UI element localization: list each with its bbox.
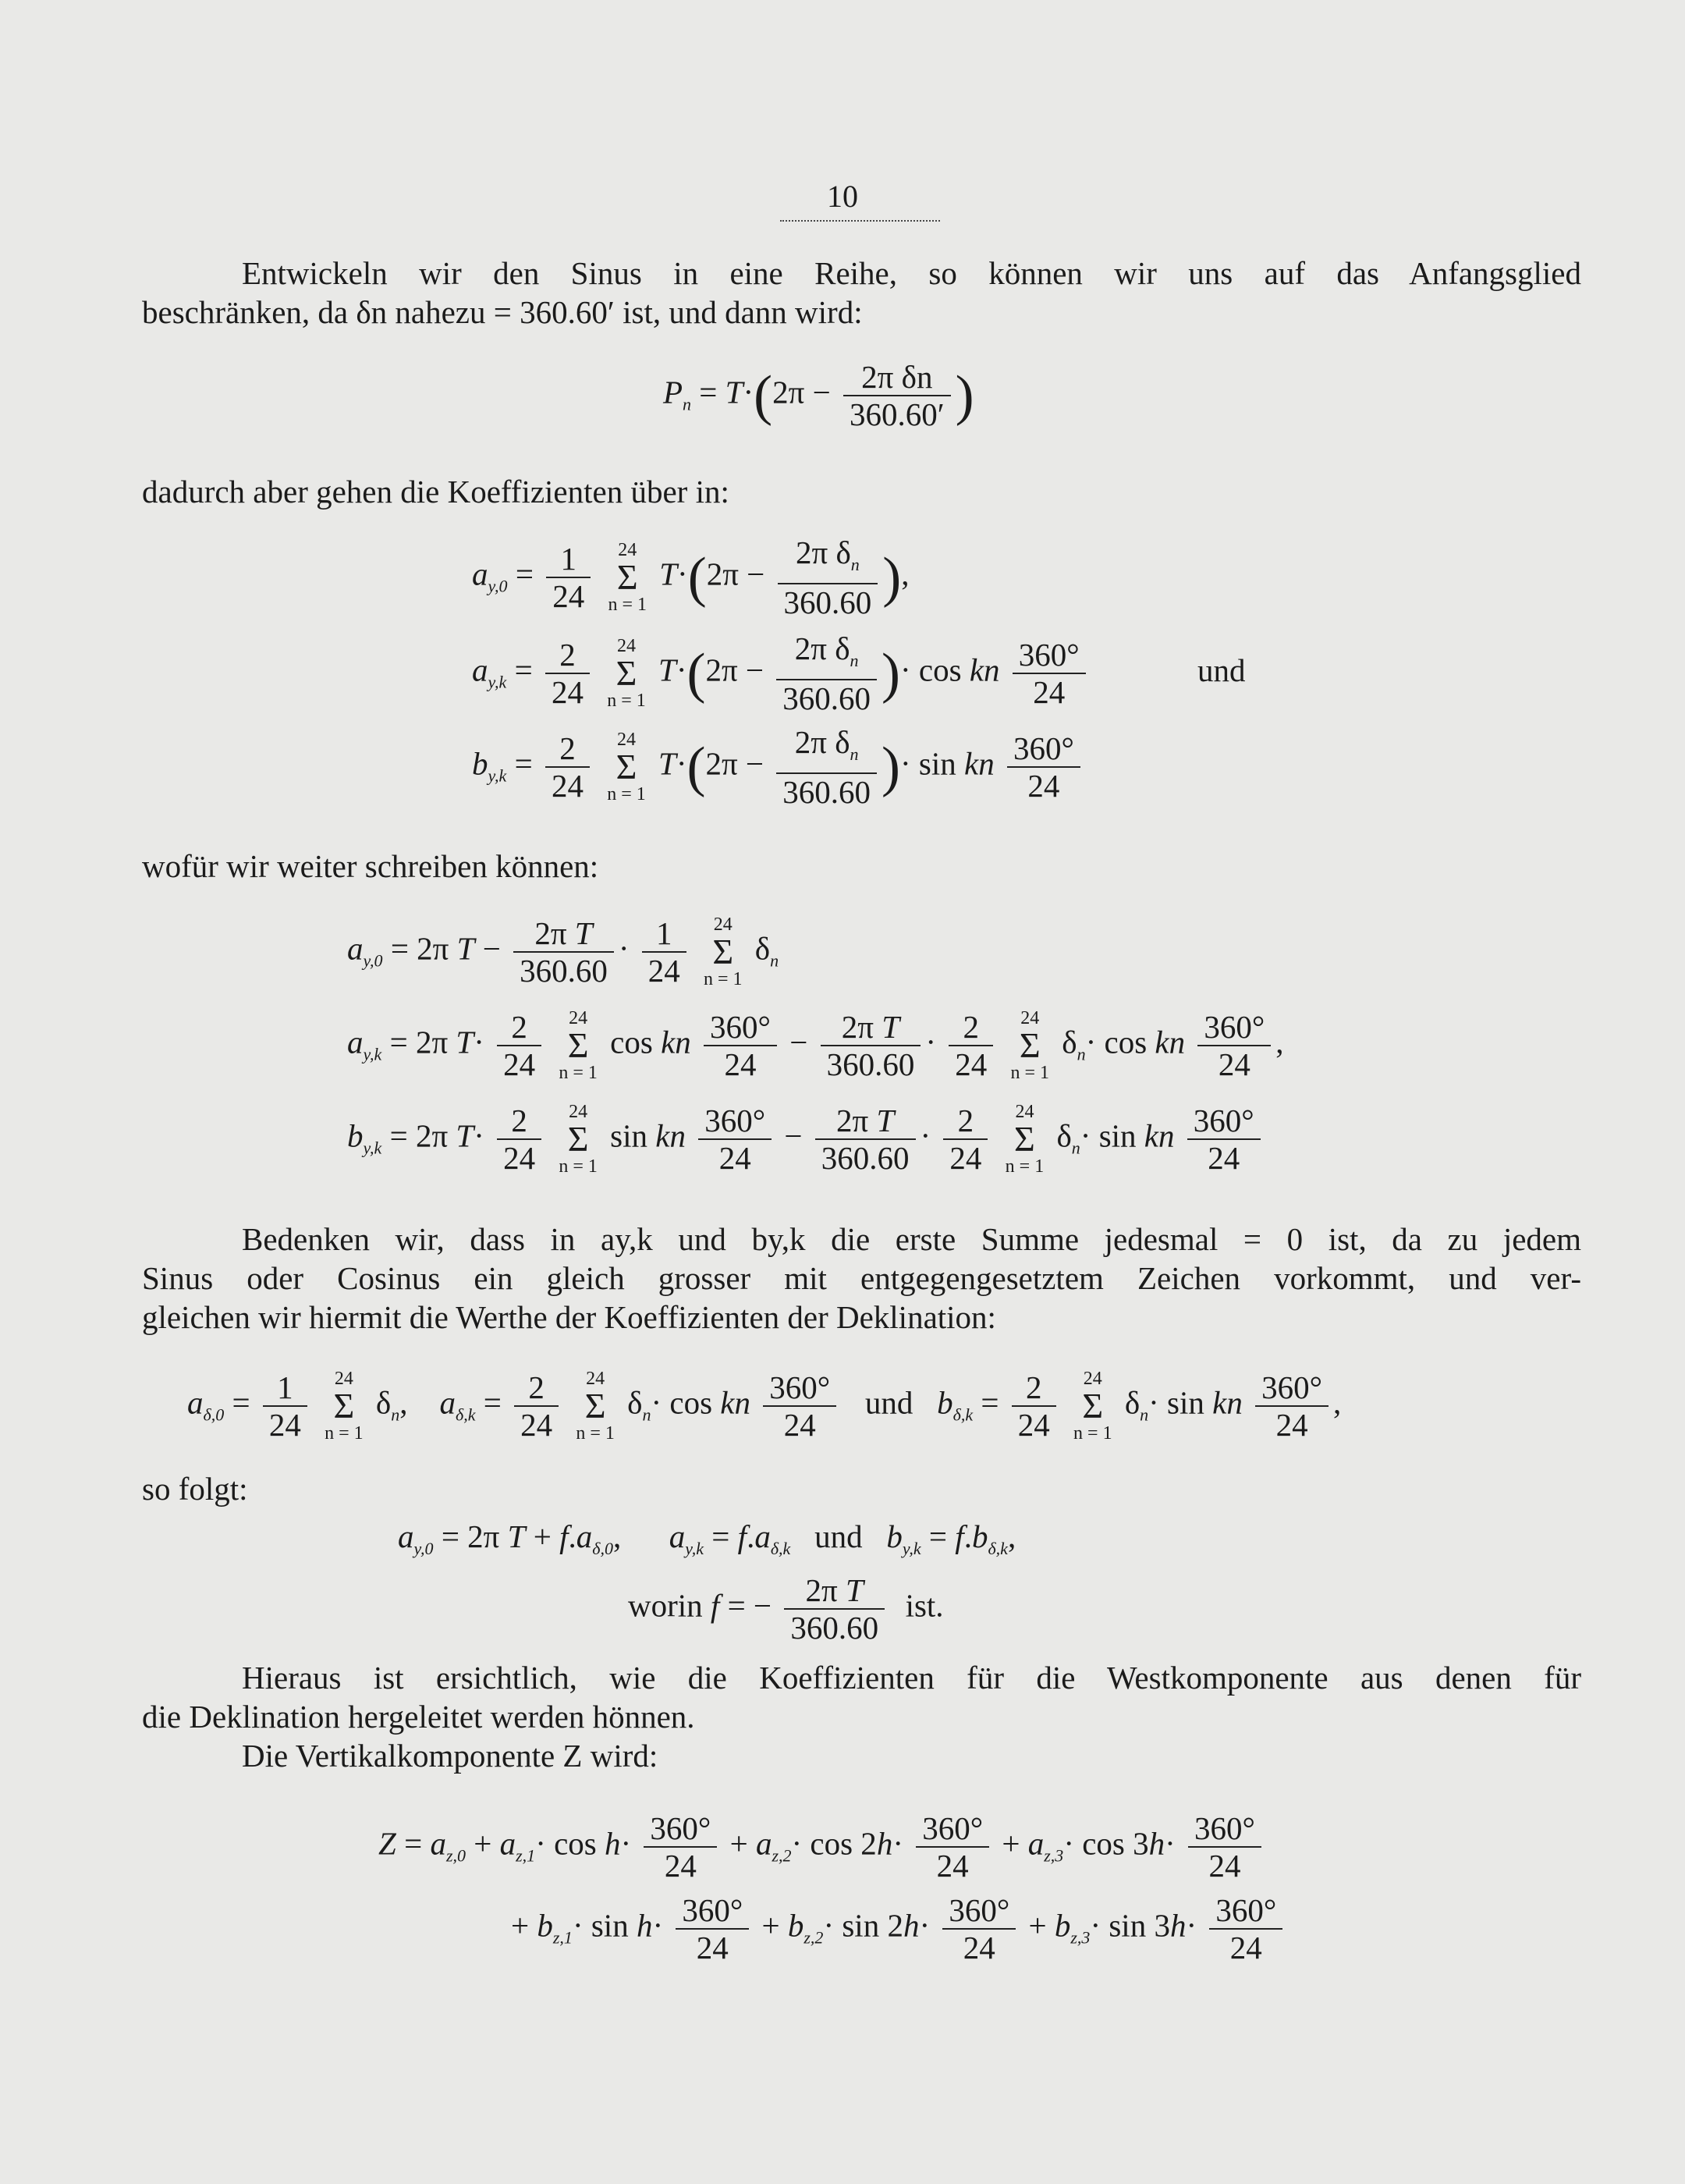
text-line: Entwickeln wir den Sinus in eine Reihe, so können wir uns auf das Anfangsglied: [242, 255, 1581, 291]
text-line: beschränken, da δn nahezu = 360.60′ ist, und dann wird:: [142, 294, 863, 330]
page-number: 10: [827, 179, 858, 214]
paragraph-1: [142, 254, 1581, 332]
equation-worin: worin f = − $\frac{\text{2π T}}{360.60}$ ist.: [628, 1572, 944, 1646]
und-label: und: [1197, 652, 1246, 688]
paragraph-4: [142, 1220, 1581, 1337]
equation-a-y0: $a_{y,0}$ = $\frac{1}{24}$ 24 Σ n = 1 T·(2π − $\frac{2\pi \delta_n}{360.60}$ ),: [472, 534, 910, 621]
paragraph-3: [142, 847, 1581, 886]
text-line: gleichen wir hiermit die Werthe der Koeffizienten der Deklination:: [142, 1299, 996, 1335]
paragraph-6: [142, 1658, 1581, 1775]
equation-result: $a_{y,0} = 2\pi$ $T + f.a_{\delta,0}$, $a_{y,k} = f.a_{\delta,k}$ und $b_{y,k} = f.b_{\delta,k}$,: [398, 1518, 1016, 1559]
page-number-ornament: [780, 215, 940, 222]
text-line: Die Vertikalkomponente Z wird:: [242, 1738, 658, 1774]
paragraph-5: [142, 1469, 1581, 1508]
equation-Z-line2: + $b_{z,1}\cdot \sin h\cdot$ $\frac{360^\circ}{24}$ + $b_{z,2}\cdot \sin 2h\cdot$ $\frac{360^\circ}{24}$ + $b_{z,3}\cdot \sin 3h\cdot$ $\frac{360^\circ}{24}$: [511, 1892, 1287, 1966]
text-line: Bedenken wir, dass in ay,k und by,k die erste Summe jedesmal = 0 ist, da zu jedem: [242, 1221, 1581, 1257]
equation-b-yk-expanded: $b_{y,k} = 2\pi$ T· $\frac{2}{24}$ 24 Σ n = 1 sin kn $\frac{360^\circ}{24}$ − $\frac{\text{2π T}}{360.60}$ · $\frac{2}{24}$ 24 Σ n = 1 $\delta_n\cdot \sin$ kn $\frac{360^\circ}{24}$: [347, 1100, 1265, 1178]
text-line: Sinus oder Cosinus ein gleich grosser mit entgegengesetztem Zeichen vorkommt, und ver-: [142, 1260, 1581, 1296]
equation-declination: $a_{\delta,0}$ = $\frac{1}{24}$ 24 Σ n = 1 $\delta_n$, $a_{\delta,k}$ = $\frac{2}{24}$ 24 Σ n = 1 $\delta_n\cdot \cos$ kn $\frac{360^\circ}{24}$ und $b_{\delta,k}$ = $\frac{2}{24}$ 24 Σ n = 1 $\delta_n\cdot \sin$ kn $\frac{360^\circ}{24}$ ,: [187, 1369, 1342, 1444]
equation-a-yk: $a_{y,k}$ = $\frac{2}{24}$ 24 Σ n = 1 T·(2π − $\frac{2\pi \delta_n}{360.60}$ )· cos kn $\frac{360^\circ}{24}$: [472, 630, 1091, 716]
equation-a-y0-expanded: $a_{y,0} = 2\pi$ T − $\frac{\text{2π T}}{360.60}$ · $\frac{1}{24}$ 24 Σ n = 1 $\delta_n$: [347, 914, 779, 989]
paragraph-2: [142, 472, 1581, 511]
equation-P: $P_n = T\cdot(2\pi$ − $\frac{\text{2π δn}}{360.60'}$ ): [663, 359, 974, 432]
equation-b-yk: $b_{y,k}$ = $\frac{2}{24}$ 24 Σ n = 1 T·(2π − $\frac{2\pi \delta_n}{360.60}$ )· sin kn $\frac{360^\circ}{24}$: [472, 724, 1085, 810]
text-line: dadurch aber gehen die Koeffizienten über in:: [142, 474, 729, 510]
equation-a-yk-expanded: $a_{y,k} = 2\pi$ T· $\frac{2}{24}$ 24 Σ n = 1 cos kn $\frac{360^\circ}{24}$ − $\frac{\text{2π T}}{360.60}$ · $\frac{2}{24}$ 24 Σ n = 1 $\delta_n\cdot \cos$ kn $\frac{360^\circ}{24}$ ,: [347, 1008, 1284, 1083]
fraction: $\frac{\text{2π δn}}{360.60'}$: [843, 359, 951, 432]
text-line: so folgt:: [142, 1471, 248, 1507]
text-line: wofür wir weiter schreiben können:: [142, 848, 599, 884]
text-line: die Deklination hergeleitet werden hönnen.: [142, 1699, 695, 1735]
text-line: Hieraus ist ersichtlich, wie die Koeffizienten für die Westkomponente aus denen für: [242, 1660, 1581, 1696]
equation-Z-line1: $Z = a_{z,0} + a_{z,1}\cdot \cos h\cdot$ $\frac{360^\circ}{24}$ + $a_{z,2}\cdot \cos 2h\cdot$ $\frac{360^\circ}{24}$ + $a_{z,3}\cdot \cos 3h\cdot$ $\frac{360^\circ}{24}$: [378, 1810, 1266, 1884]
